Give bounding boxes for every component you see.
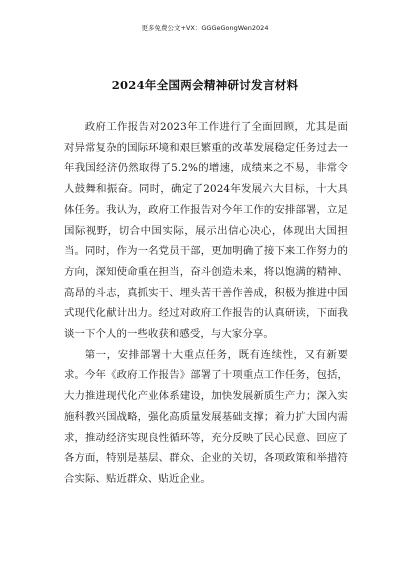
document-body (64, 117, 348, 490)
body-paragraph: 第一，安排部署十大重点任务，既有连续性，又有新要求。今年《政府工作报告》部署了十项重点工作任务，包括，大力推进现代化产业体系建设，加快发展新质生产力；深入实施科教兴国战略，强化高质量发展基础支撑；着力扩大国内需求，推动经济实现良性循环等，充分反映了民心民意、回应了各方面，特别是基层、群众、企业的关切，各项政策和举措符合实际、贴近群众、贴近企业。 (64, 348, 348, 485)
header-note: 更多免费公文+VX：GGGeGongWen2024 (141, 24, 269, 32)
document-title: 2024年全国两会精神研讨发言材料 (111, 78, 299, 92)
body-paragraph: 政府工作报告对2023年工作进行了全面回顾，尤其是面对异常复杂的国际环境和艰巨繁重的改革发展稳定任务过去一年我国经济仍然取得了5.2%的增速，成绩来之不易，非常令人鼓舞和振奋。同时，确定了2024年发展六大目标，十大具体任务。我认为，政府工作报告对今年工作的安排部署，立足国际视野，切合中国实际，展示出信心决心，体现出大国担当。同时，作为一名党员干部，更加明确了接下来工作努力的方向，深知使命重在担当，奋斗创造未来，将以饱满的精神、高昂的斗志，真抓实干、埋头苦干善作善成，积极为推进中国式现代化献计出力。经过对政府工作报告的认真研读，下面我谈一下个人的一些收获和感受，与大家分享。 (64, 121, 348, 341)
